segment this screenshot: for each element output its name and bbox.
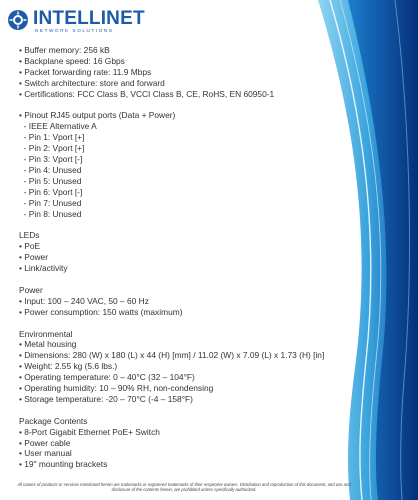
- environmental-section: [19, 329, 389, 405]
- spec-line: • Operating humidity: 10 – 90% RH, non-condensing: [19, 383, 214, 394]
- spec-line: • Operating temperature: 0 – 40°C (32 – 104°F): [19, 372, 195, 383]
- spec-line: • Storage temperature: -20 – 70°C (-4 – 158°F): [19, 393, 193, 404]
- pinout-line: - Pin 1: Vport [+]: [19, 132, 85, 143]
- power-section: [19, 285, 389, 318]
- intellinet-logo: [7, 9, 145, 34]
- brand-name: INTELLINET: [33, 8, 145, 29]
- pinout-line: - IEEE Alternative A: [19, 121, 97, 132]
- pinout-line: • Pinout RJ45 output ports (Data + Power): [19, 110, 176, 121]
- spec-line: • Power consumption: 150 watts (maximum): [19, 306, 183, 317]
- spec-line: • Switch architecture: store and forward: [19, 77, 165, 88]
- pinout-section: [19, 110, 389, 219]
- spec-sheet: [19, 45, 389, 481]
- pinout-line: - Pin 7: Unused: [19, 197, 82, 208]
- spec-line: • Backplane speed: 16 Gbps: [19, 55, 125, 66]
- section-heading: Package Contents: [19, 415, 88, 426]
- spec-line: • Packet forwarding rate: 11.9 Mbps: [19, 66, 152, 77]
- general-specs: [19, 45, 389, 100]
- section-heading: LEDs: [19, 230, 40, 241]
- brand-tagline: NETWORK SOLUTIONS: [35, 28, 114, 33]
- spec-line: • Metal housing: [19, 339, 77, 350]
- section-heading: Environmental: [19, 328, 73, 339]
- section-heading: Power: [19, 284, 43, 295]
- logo-star-icon: [7, 9, 29, 31]
- legal-disclaimer: All names of products or services mentioned herein are trademarks or registered trademarks of their respective owners. Distribution and reproduction of this document, and use and disclosure of the contents herein, are prohibited unless specifically authorized.: [17, 482, 351, 493]
- spec-line: • User manual: [19, 448, 72, 459]
- spec-line: • Input: 100 – 240 VAC, 50 – 60 Hz: [19, 295, 149, 306]
- pinout-line: - Pin 8: Unused: [19, 208, 82, 219]
- spec-line: • Power cable: [19, 437, 71, 448]
- spec-line: • Certifications: FCC Class B, VCCI Class B, CE, RoHS, EN 60950-1: [19, 88, 275, 99]
- spec-line: • Power: [19, 252, 48, 263]
- spec-line: • PoE: [19, 241, 41, 252]
- package-section: [19, 416, 389, 471]
- pinout-line: - Pin 4: Unused: [19, 164, 82, 175]
- spec-line: • Link/activity: [19, 263, 68, 274]
- pinout-line: - Pin 3: Vport [-]: [19, 154, 83, 165]
- leds-section: [19, 230, 389, 274]
- spec-line: • Weight: 2.55 kg (5.6 lbs.): [19, 361, 118, 372]
- pinout-line: - Pin 5: Unused: [19, 175, 82, 186]
- pinout-line: - Pin 2: Vport [+]: [19, 143, 85, 154]
- spec-line: • Dimensions: 280 (W) x 180 (L) x 44 (H) [mm] / 11.02 (W) x 7.09 (L) x 1.73 (H) [in]: [19, 350, 325, 361]
- pinout-line: - Pin 6: Vport [-]: [19, 186, 83, 197]
- spec-line: • 19" mounting brackets: [19, 459, 108, 470]
- spec-line: • 8-Port Gigabit Ethernet PoE+ Switch: [19, 426, 160, 437]
- spec-line: • Buffer memory: 256 kB: [19, 45, 110, 55]
